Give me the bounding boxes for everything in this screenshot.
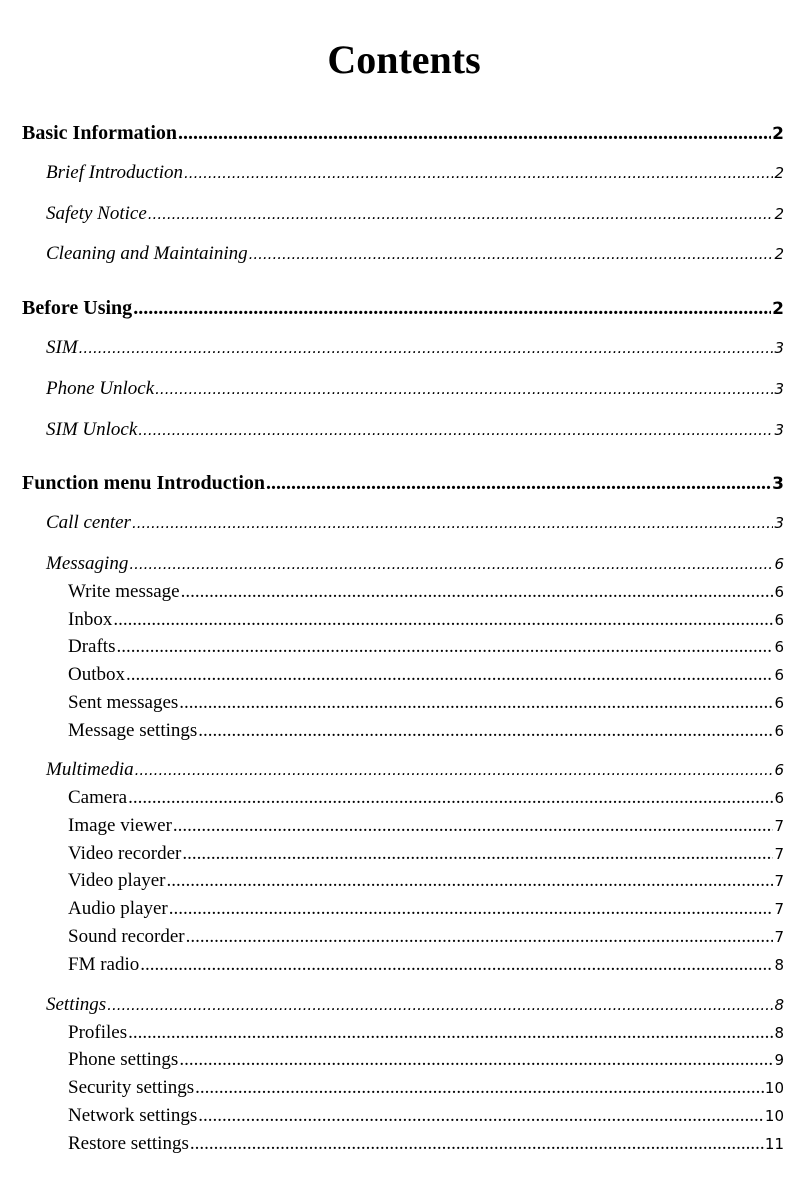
toc-entry-message-settings[interactable] <box>68 719 784 743</box>
toc-entry-label: Multimedia <box>46 759 134 780</box>
dot-leader <box>190 1132 764 1156</box>
dot-leader <box>195 1076 764 1100</box>
dot-leader <box>155 377 773 401</box>
toc-entry-label: Audio player <box>68 898 168 919</box>
toc-entry-label: Restore settings <box>68 1133 189 1154</box>
toc-entry-multimedia[interactable] <box>46 758 784 782</box>
toc-entry-label: Video recorder <box>68 843 182 864</box>
toc-entry-label: Write message <box>68 581 180 602</box>
toc-entry-page: 7 <box>774 845 784 863</box>
toc-entry-page: 6 <box>774 761 784 779</box>
toc-entry-outbox[interactable] <box>68 663 784 687</box>
toc-entry-video-recorder[interactable] <box>68 842 784 866</box>
toc-entry-phone-unlock[interactable] <box>46 377 784 401</box>
toc-entry-label: Drafts <box>68 636 116 657</box>
toc-entry-page: 10 <box>764 1107 784 1125</box>
toc-entry-label: Image viewer <box>68 815 172 836</box>
dot-leader <box>198 719 773 743</box>
toc-entry-page: 8 <box>774 956 784 974</box>
toc-entry-settings[interactable] <box>46 993 784 1017</box>
dot-leader <box>167 869 774 893</box>
toc-entry-page: 7 <box>774 817 784 835</box>
dot-leader <box>113 608 773 632</box>
toc-entry-function-menu-introduction[interactable] <box>22 470 784 497</box>
toc-entry-page: 6 <box>774 611 784 629</box>
toc-entry-label: Camera <box>68 787 128 808</box>
toc-entry-sim[interactable] <box>46 336 784 360</box>
toc-entry-label: Sound recorder <box>68 926 185 947</box>
toc-entry-label: Cleaning and Maintaining <box>46 243 248 264</box>
toc-entry-page: 3 <box>774 514 784 532</box>
dot-leader <box>179 691 773 715</box>
page-title: Contents <box>327 37 481 82</box>
toc-entry-inbox[interactable] <box>68 608 784 632</box>
toc-entry-label: Outbox <box>68 664 125 685</box>
toc-entry-label: Inbox <box>68 609 113 630</box>
dot-leader <box>116 635 773 659</box>
toc-entry-page: 2 <box>772 124 784 144</box>
dot-leader <box>184 161 773 185</box>
toc-entry-profiles[interactable] <box>68 1021 784 1045</box>
dot-leader <box>178 120 771 146</box>
toc-entry-page: 9 <box>774 1051 784 1069</box>
toc-entry-page: 2 <box>774 245 784 263</box>
toc-entry-drafts[interactable] <box>68 635 784 659</box>
toc-entry-camera[interactable] <box>68 786 784 810</box>
toc-entry-page: 10 <box>764 1079 784 1097</box>
dot-leader <box>128 786 773 810</box>
dot-leader <box>107 993 773 1017</box>
toc-entry-page: 6 <box>774 722 784 740</box>
toc-entry-label: Basic Information <box>22 122 177 144</box>
toc-entry-page: 6 <box>774 666 784 684</box>
toc-entry-call-center[interactable] <box>46 511 784 535</box>
toc-entry-restore-settings[interactable] <box>68 1132 784 1156</box>
dot-leader <box>126 663 773 687</box>
dot-leader <box>138 418 773 442</box>
toc-entry-brief-introduction[interactable] <box>46 161 784 185</box>
dot-leader <box>133 295 771 321</box>
dot-leader <box>148 202 774 226</box>
toc-entry-page: 8 <box>774 1024 784 1042</box>
dot-leader <box>182 842 773 866</box>
toc-entry-write-message[interactable] <box>68 580 784 604</box>
dot-leader <box>135 758 774 782</box>
toc-entry-phone-settings[interactable] <box>68 1048 784 1072</box>
dot-leader <box>169 897 774 921</box>
toc-entry-page: 7 <box>774 900 784 918</box>
toc-entry-fm-radio[interactable] <box>68 953 784 977</box>
toc-entry-page: 6 <box>774 638 784 656</box>
toc-entry-label: Phone settings <box>68 1049 179 1070</box>
toc-entry-audio-player[interactable] <box>68 897 784 921</box>
dot-leader <box>79 336 774 360</box>
toc-entry-label: Call center <box>46 512 131 533</box>
toc-entry-network-settings[interactable] <box>68 1104 784 1128</box>
toc-entry-label: Messaging <box>46 553 129 574</box>
toc-entry-sim-unlock[interactable] <box>46 418 784 442</box>
toc-entry-label: Network settings <box>68 1105 198 1126</box>
toc-entry-label: Security settings <box>68 1077 195 1098</box>
toc-entry-page: 6 <box>774 583 784 601</box>
toc-entry-sent-messages[interactable] <box>68 691 784 715</box>
toc-entry-page: 11 <box>764 1135 784 1153</box>
toc-entry-security-settings[interactable] <box>68 1076 784 1100</box>
toc-entry-label: Sent messages <box>68 692 179 713</box>
toc-entry-label: Before Using <box>22 297 133 319</box>
toc-entry-label: Brief Introduction <box>46 162 184 183</box>
dot-leader <box>179 1048 773 1072</box>
dot-leader <box>128 1021 773 1045</box>
toc-entry-cleaning-and-maintaining[interactable] <box>46 242 784 266</box>
toc-entry-label: FM radio <box>68 954 140 975</box>
toc-entry-label: Message settings <box>68 720 198 741</box>
toc-entry-page: 3 <box>772 474 784 494</box>
toc-entry-page: 6 <box>774 789 784 807</box>
toc-entry-label: Profiles <box>68 1022 128 1043</box>
toc-entry-page: 6 <box>774 694 784 712</box>
toc-entry-page: 3 <box>774 421 784 439</box>
toc-entry-sound-recorder[interactable] <box>68 925 784 949</box>
toc-entry-basic-information[interactable] <box>22 120 784 147</box>
toc-entry-page: 6 <box>774 555 784 573</box>
toc-entry-label: Phone Unlock <box>46 378 155 399</box>
toc-entry-label: Settings <box>46 994 107 1015</box>
dot-leader <box>249 242 774 266</box>
toc-entry-page: 2 <box>774 164 784 182</box>
dot-leader <box>140 953 773 977</box>
toc-entry-page: 7 <box>774 928 784 946</box>
toc-entry-label: Video player <box>68 870 166 891</box>
dot-leader <box>129 552 773 576</box>
toc-entry-label: SIM Unlock <box>46 419 138 440</box>
toc-entry-label: Safety Notice <box>46 203 147 224</box>
dot-leader <box>266 470 771 496</box>
toc-entry-page: 2 <box>772 299 784 319</box>
toc-entry-label: SIM <box>46 337 78 358</box>
toc-entry-page: 8 <box>774 996 784 1014</box>
toc-entry-before-using[interactable] <box>22 295 784 322</box>
dot-leader <box>181 580 774 604</box>
toc-entry-messaging[interactable] <box>46 552 784 576</box>
dot-leader <box>186 925 774 949</box>
toc-entry-label: Function menu Introduction <box>22 472 266 494</box>
dot-leader <box>132 511 774 535</box>
toc-entry-video-player[interactable] <box>68 869 784 893</box>
toc-entry-image-viewer[interactable] <box>68 814 784 838</box>
toc-entry-page: 3 <box>774 339 784 357</box>
toc-entry-page: 3 <box>774 380 784 398</box>
dot-leader <box>173 814 774 838</box>
toc-entry-page: 2 <box>774 205 784 223</box>
dot-leader <box>198 1104 764 1128</box>
toc-entry-safety-notice[interactable] <box>46 202 784 226</box>
toc-entry-page: 7 <box>774 872 784 890</box>
